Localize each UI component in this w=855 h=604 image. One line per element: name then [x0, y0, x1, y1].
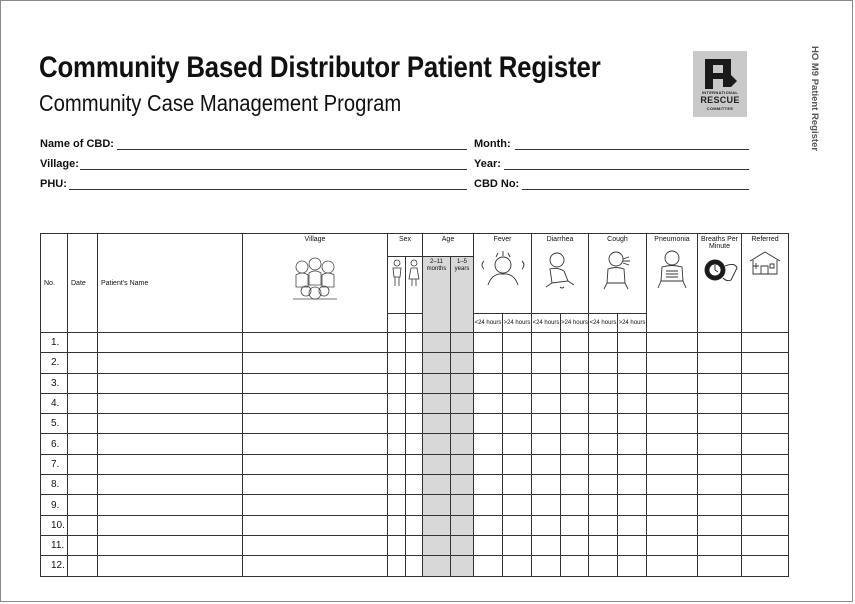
entry-cell[interactable]	[589, 434, 618, 454]
entry-cell[interactable]	[68, 373, 98, 393]
entry-cell[interactable]	[451, 353, 474, 373]
entry-cell[interactable]	[474, 535, 503, 555]
col-fever-header	[474, 234, 532, 314]
entry-cell[interactable]	[243, 393, 388, 413]
entry-cell[interactable]	[474, 454, 503, 474]
row-number: 5.	[41, 414, 68, 434]
entry-cell[interactable]	[406, 475, 423, 495]
entry-cell[interactable]	[647, 434, 698, 454]
entry-cell[interactable]	[698, 393, 742, 413]
entry-cell[interactable]	[68, 393, 98, 413]
row-number: 6.	[41, 434, 68, 454]
col-referred-header	[742, 234, 789, 333]
entry-cell[interactable]	[589, 414, 618, 434]
table-row	[41, 434, 789, 454]
entry-cell[interactable]	[503, 373, 532, 393]
fever-label: Fever	[493, 236, 512, 243]
entry-cell[interactable]	[68, 535, 98, 555]
entry-cell[interactable]	[742, 454, 789, 474]
entry-cell[interactable]	[98, 434, 243, 454]
entry-cell[interactable]	[503, 434, 532, 454]
entry-cell[interactable]	[618, 393, 647, 413]
cough-lt24-header: <24 hours	[589, 314, 618, 333]
register-body	[41, 333, 789, 577]
year-line[interactable]	[504, 169, 749, 170]
entry-cell[interactable]	[68, 333, 98, 353]
entry-cell[interactable]	[451, 393, 474, 413]
entry-cell[interactable]	[243, 434, 388, 454]
entry-cell[interactable]	[647, 515, 698, 535]
entry-cell[interactable]	[388, 495, 406, 515]
table-row	[41, 393, 789, 413]
breaths-label: Breaths Per Minute	[701, 236, 738, 250]
entry-cell[interactable]	[451, 333, 474, 353]
entry-cell[interactable]	[618, 414, 647, 434]
entry-cell[interactable]	[388, 373, 406, 393]
entry-cell[interactable]	[423, 414, 451, 434]
entry-cell[interactable]	[388, 556, 406, 576]
entry-cell[interactable]	[589, 475, 618, 495]
entry-cell[interactable]	[561, 434, 589, 454]
entry-cell[interactable]	[532, 535, 561, 555]
boy-figure-icon	[390, 259, 404, 287]
entry-cell[interactable]	[503, 556, 532, 576]
entry-cell[interactable]	[698, 535, 742, 555]
entry-cell[interactable]	[532, 434, 561, 454]
entry-cell[interactable]	[388, 475, 406, 495]
entry-cell[interactable]	[589, 373, 618, 393]
entry-cell[interactable]	[68, 454, 98, 474]
entry-cell[interactable]	[451, 414, 474, 434]
entry-cell[interactable]	[503, 475, 532, 495]
entry-cell[interactable]	[406, 353, 423, 373]
diarrhea-gt24-header: >24 hours	[561, 314, 589, 333]
entry-cell[interactable]	[474, 333, 503, 353]
referred-label: Referred	[751, 236, 779, 243]
entry-cell[interactable]	[742, 495, 789, 515]
entry-cell[interactable]	[388, 515, 406, 535]
entry-cell[interactable]	[698, 353, 742, 373]
month-line[interactable]	[515, 149, 749, 150]
entry-cell[interactable]	[388, 434, 406, 454]
col-pneumonia-header	[647, 234, 698, 333]
phu-line[interactable]	[69, 189, 467, 190]
logo-committee-text: COMMITTEE	[706, 106, 734, 111]
entry-cell[interactable]	[423, 373, 451, 393]
col-no-header: No.	[41, 234, 68, 333]
entry-cell[interactable]	[243, 556, 388, 576]
entry-cell[interactable]	[618, 353, 647, 373]
entry-cell[interactable]	[98, 475, 243, 495]
entry-cell[interactable]	[423, 475, 451, 495]
year-field[interactable]	[474, 158, 749, 172]
entry-cell[interactable]	[451, 495, 474, 515]
entry-cell[interactable]	[474, 495, 503, 515]
entry-cell[interactable]	[647, 373, 698, 393]
row-number: 12.	[41, 556, 68, 576]
entry-cell[interactable]	[618, 515, 647, 535]
cough-child-icon	[598, 247, 638, 291]
irc-logo-icon	[701, 57, 739, 91]
entry-cell[interactable]	[618, 475, 647, 495]
entry-cell[interactable]	[532, 414, 561, 434]
irc-logo	[693, 51, 747, 117]
entry-cell[interactable]	[503, 414, 532, 434]
row-number: 7.	[41, 454, 68, 474]
entry-cell[interactable]	[406, 454, 423, 474]
entry-cell[interactable]	[243, 535, 388, 555]
entry-cell[interactable]	[474, 353, 503, 373]
entry-cell[interactable]	[618, 434, 647, 454]
row-number: 2.	[41, 353, 68, 373]
entry-cell[interactable]	[243, 495, 388, 515]
entry-cell[interactable]	[742, 373, 789, 393]
entry-cell[interactable]	[503, 333, 532, 353]
entry-cell[interactable]	[698, 373, 742, 393]
entry-cell[interactable]	[68, 475, 98, 495]
entry-cell[interactable]	[423, 454, 451, 474]
entry-cell[interactable]	[618, 454, 647, 474]
row-number: 9.	[41, 495, 68, 515]
village-label: Village:	[40, 158, 79, 170]
sex-girl-sub-cell	[406, 314, 423, 333]
entry-cell[interactable]	[742, 535, 789, 555]
entry-cell[interactable]	[647, 495, 698, 515]
table-row	[41, 535, 789, 555]
entry-cell[interactable]	[589, 535, 618, 555]
form-code-label: HO M9 Patient Register	[809, 46, 820, 152]
entry-cell[interactable]	[474, 373, 503, 393]
col-date-header: Date	[68, 234, 98, 333]
entry-cell[interactable]	[68, 353, 98, 373]
entry-cell[interactable]	[406, 434, 423, 454]
entry-cell[interactable]	[589, 515, 618, 535]
col-sex-header: Sex	[388, 234, 423, 257]
village-field[interactable]	[40, 158, 467, 172]
entry-cell[interactable]	[68, 414, 98, 434]
entry-cell[interactable]	[98, 393, 243, 413]
entry-cell[interactable]	[742, 333, 789, 353]
row-number: 8.	[41, 475, 68, 495]
entry-cell[interactable]	[561, 535, 589, 555]
entry-cell[interactable]	[532, 454, 561, 474]
entry-cell[interactable]	[647, 393, 698, 413]
entry-cell[interactable]	[561, 515, 589, 535]
cbd-no-label: CBD No:	[474, 178, 520, 190]
cough-gt24-header: >24 hours	[618, 314, 647, 333]
entry-cell[interactable]	[532, 495, 561, 515]
entry-cell[interactable]	[243, 373, 388, 393]
table-row	[41, 556, 789, 576]
table-row	[41, 333, 789, 353]
entry-cell[interactable]	[474, 556, 503, 576]
entry-cell[interactable]	[474, 475, 503, 495]
row-number: 11.	[41, 535, 68, 555]
girl-figure-icon	[407, 259, 421, 287]
entry-cell[interactable]	[423, 333, 451, 353]
diarrhea-lt24-header: <24 hours	[532, 314, 561, 333]
month-field[interactable]	[474, 138, 749, 152]
entry-cell[interactable]	[698, 475, 742, 495]
pneumonia-label: Pneumonia	[654, 236, 690, 243]
entry-cell[interactable]	[68, 556, 98, 576]
diarrhea-child-icon	[540, 247, 580, 291]
patient-register-table	[40, 233, 789, 577]
entry-cell[interactable]	[503, 535, 532, 555]
entry-cell[interactable]	[618, 556, 647, 576]
entry-cell[interactable]	[406, 535, 423, 555]
entry-cell[interactable]	[68, 495, 98, 515]
entry-cell[interactable]	[561, 475, 589, 495]
entry-cell[interactable]	[406, 414, 423, 434]
entry-cell[interactable]	[647, 556, 698, 576]
entry-cell[interactable]	[243, 414, 388, 434]
col-name-header: Patient's Name	[98, 234, 243, 333]
entry-cell[interactable]	[406, 333, 423, 353]
entry-cell[interactable]	[423, 515, 451, 535]
entry-cell[interactable]	[388, 454, 406, 474]
entry-cell[interactable]	[532, 373, 561, 393]
entry-cell[interactable]	[589, 353, 618, 373]
entry-cell[interactable]	[503, 515, 532, 535]
entry-cell[interactable]	[98, 373, 243, 393]
entry-cell[interactable]	[742, 556, 789, 576]
entry-cell[interactable]	[243, 454, 388, 474]
entry-cell[interactable]	[451, 454, 474, 474]
entry-cell[interactable]	[243, 333, 388, 353]
entry-cell[interactable]	[589, 556, 618, 576]
entry-cell[interactable]	[474, 414, 503, 434]
entry-cell[interactable]	[589, 333, 618, 353]
age-2-11-months-header: 2–11 months	[423, 257, 451, 333]
entry-cell[interactable]	[243, 353, 388, 373]
entry-cell[interactable]	[451, 434, 474, 454]
entry-cell[interactable]	[423, 556, 451, 576]
entry-cell[interactable]	[532, 353, 561, 373]
sex-girl-cell	[406, 257, 423, 314]
entry-cell[interactable]	[388, 353, 406, 373]
entry-cell[interactable]	[742, 515, 789, 535]
entry-cell[interactable]	[98, 556, 243, 576]
row-number: 1.	[41, 333, 68, 353]
health-post-icon	[746, 249, 784, 277]
entry-cell[interactable]	[589, 495, 618, 515]
entry-cell[interactable]	[98, 535, 243, 555]
fever-lt24-header: <24 hours	[474, 314, 503, 333]
entry-cell[interactable]	[618, 495, 647, 515]
entry-cell[interactable]	[68, 434, 98, 454]
entry-cell[interactable]	[647, 454, 698, 474]
entry-cell[interactable]	[561, 393, 589, 413]
pneumonia-child-icon	[652, 247, 692, 291]
entry-cell[interactable]	[561, 414, 589, 434]
col-diarrhea-header	[532, 234, 589, 314]
col-age-header: Age	[423, 234, 474, 257]
entry-cell[interactable]	[647, 475, 698, 495]
entry-cell[interactable]	[423, 393, 451, 413]
entry-cell[interactable]	[561, 556, 589, 576]
entry-cell[interactable]	[742, 393, 789, 413]
diarrhea-label: Diarrhea	[546, 236, 574, 243]
row-number: 10.	[41, 515, 68, 535]
row-number: 3.	[41, 373, 68, 393]
breath-timer-icon	[701, 254, 739, 290]
entry-cell[interactable]	[647, 414, 698, 434]
entry-cell[interactable]	[451, 475, 474, 495]
entry-cell[interactable]	[68, 515, 98, 535]
fever-gt24-header: >24 hours	[503, 314, 532, 333]
entry-cell[interactable]	[589, 393, 618, 413]
entry-cell[interactable]	[503, 454, 532, 474]
entry-cell[interactable]	[589, 454, 618, 474]
entry-cell[interactable]	[647, 333, 698, 353]
fever-child-icon	[478, 247, 528, 291]
entry-cell[interactable]	[98, 414, 243, 434]
table-row	[41, 454, 789, 474]
entry-cell[interactable]	[423, 535, 451, 555]
entry-cell[interactable]	[474, 515, 503, 535]
entry-cell[interactable]	[532, 393, 561, 413]
page-title: Community Based Distributor Patient Register	[39, 51, 601, 84]
entry-cell[interactable]	[532, 556, 561, 576]
entry-cell[interactable]	[406, 556, 423, 576]
table-row	[41, 475, 789, 495]
entry-cell[interactable]	[532, 515, 561, 535]
age-1-5-years-header: 1–5 years	[451, 257, 474, 333]
col-breaths-header	[698, 234, 742, 333]
entry-cell[interactable]	[503, 393, 532, 413]
name-of-cbd-field[interactable]	[40, 138, 467, 152]
year-label: Year:	[474, 158, 501, 170]
entry-cell[interactable]	[618, 333, 647, 353]
entry-cell[interactable]	[561, 333, 589, 353]
name-of-cbd-label: Name of CBD:	[40, 138, 114, 150]
entry-cell[interactable]	[388, 414, 406, 434]
phu-field[interactable]	[40, 178, 467, 192]
phu-label: PHU:	[40, 178, 67, 190]
entry-cell[interactable]	[98, 515, 243, 535]
table-row	[41, 414, 789, 434]
entry-cell[interactable]	[423, 495, 451, 515]
entry-cell[interactable]	[388, 333, 406, 353]
entry-cell[interactable]	[406, 393, 423, 413]
sex-boy-sub-cell	[388, 314, 406, 333]
entry-cell[interactable]	[451, 556, 474, 576]
name-of-cbd-line[interactable]	[117, 149, 467, 150]
entry-cell[interactable]	[98, 454, 243, 474]
cbd-no-field[interactable]	[474, 178, 749, 192]
entry-cell[interactable]	[503, 353, 532, 373]
month-label: Month:	[474, 138, 511, 150]
entry-cell[interactable]	[451, 515, 474, 535]
entry-cell[interactable]	[647, 535, 698, 555]
entry-cell[interactable]	[742, 353, 789, 373]
entry-cell[interactable]	[618, 373, 647, 393]
entry-cell[interactable]	[647, 353, 698, 373]
entry-cell[interactable]	[503, 495, 532, 515]
entry-cell[interactable]	[423, 434, 451, 454]
entry-cell[interactable]	[243, 475, 388, 495]
entry-cell[interactable]	[474, 434, 503, 454]
entry-cell[interactable]	[98, 353, 243, 373]
entry-cell[interactable]	[532, 333, 561, 353]
entry-cell[interactable]	[388, 535, 406, 555]
logo-rescue-text: RESCUE	[700, 95, 740, 105]
col-cough-header	[589, 234, 647, 314]
entry-cell[interactable]	[561, 495, 589, 515]
cbd-no-line[interactable]	[522, 189, 749, 190]
page-subtitle: Community Case Management Program	[39, 90, 402, 116]
logo-international-text: INTERNATIONAL	[701, 90, 739, 95]
entry-cell[interactable]	[388, 393, 406, 413]
entry-cell[interactable]	[406, 495, 423, 515]
entry-cell[interactable]	[532, 475, 561, 495]
entry-cell[interactable]	[561, 353, 589, 373]
entry-cell[interactable]	[451, 373, 474, 393]
entry-cell[interactable]	[406, 373, 423, 393]
entry-cell[interactable]	[698, 454, 742, 474]
row-number: 4.	[41, 393, 68, 413]
entry-cell[interactable]	[742, 414, 789, 434]
entry-cell[interactable]	[406, 515, 423, 535]
sex-boy-cell	[388, 257, 406, 314]
cough-label: Cough	[607, 236, 628, 243]
entry-cell[interactable]	[423, 353, 451, 373]
entry-cell[interactable]	[474, 393, 503, 413]
entry-cell[interactable]	[698, 333, 742, 353]
table-row	[41, 353, 789, 373]
table-row	[41, 495, 789, 515]
table-row	[41, 373, 789, 393]
entry-cell[interactable]	[698, 414, 742, 434]
village-line[interactable]	[80, 169, 467, 170]
entry-cell[interactable]	[243, 515, 388, 535]
entry-cell[interactable]	[742, 475, 789, 495]
entry-cell[interactable]	[98, 495, 243, 515]
entry-cell[interactable]	[698, 515, 742, 535]
entry-cell[interactable]	[698, 495, 742, 515]
entry-cell[interactable]	[618, 535, 647, 555]
entry-cell[interactable]	[742, 434, 789, 454]
village-illustration-icon	[290, 255, 340, 301]
entry-cell[interactable]	[561, 454, 589, 474]
entry-cell[interactable]	[561, 373, 589, 393]
entry-cell[interactable]	[698, 556, 742, 576]
table-row	[41, 515, 789, 535]
entry-cell[interactable]	[98, 333, 243, 353]
entry-cell[interactable]	[698, 434, 742, 454]
entry-cell[interactable]	[451, 535, 474, 555]
village-label: Village	[304, 236, 326, 243]
col-village-header	[243, 234, 388, 333]
